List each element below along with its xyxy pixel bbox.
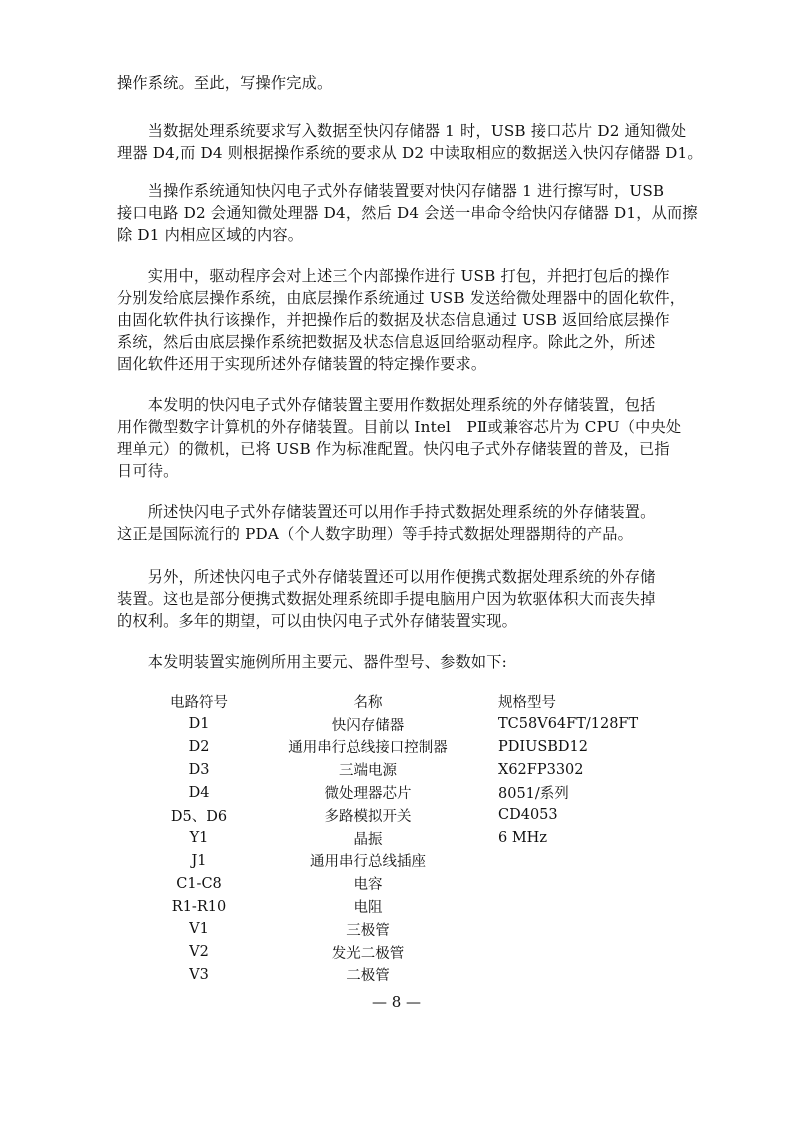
- cell-name: 通用串行总线插座: [310, 854, 426, 871]
- cell-model: 8051/系列: [498, 786, 569, 803]
- table-row: [140, 941, 708, 964]
- table-row: [140, 850, 708, 873]
- paragraph-8: [117, 651, 717, 673]
- text-line: 除 D1 内相应区域的内容。: [117, 226, 304, 244]
- cell-model: [478, 964, 708, 987]
- text-line: 分别发给底层操作系统，由底层操作系统通过 USB 发送给微处理器中的固化软件，: [117, 289, 686, 307]
- table-row: [140, 781, 708, 804]
- paragraph-1: [117, 72, 717, 94]
- table-row: [140, 918, 708, 941]
- paragraph-6: [117, 501, 717, 545]
- cell-model: TC58V64FT/128FT: [498, 716, 639, 733]
- text-line: 本发明装置实施例所用主要元、器件型号、参数如下:: [117, 653, 508, 671]
- parts-table-body: [140, 713, 708, 987]
- cell-model: PDIUSBD12: [498, 738, 588, 755]
- cell-circuit-symbol: J1: [191, 852, 207, 869]
- text-line: 装置。这也是部分便携式数据处理系统即手提电脑用户因为软驱体积大而丧失掉: [117, 590, 656, 608]
- cell-model: [478, 941, 708, 964]
- header-name: 名称: [353, 694, 383, 711]
- text-line: 系统，然后由底层操作系统把数据及状态信息返回给驱动程序。除此之外，所述: [117, 333, 656, 351]
- text-line: 所述快闪电子式外存储装置还可以用作手持式数据处理系统的外存储装置。: [117, 503, 656, 521]
- paragraph-3: [117, 180, 717, 246]
- cell-model: X62FP3302: [498, 761, 584, 778]
- cell-circuit-symbol: D4: [188, 784, 210, 801]
- cell-name: 二极管: [346, 968, 390, 985]
- table-row: [140, 758, 708, 781]
- cell-model: [478, 895, 708, 918]
- text-line: 固化软件还用于实现所述外存储装置的特定操作要求。: [117, 355, 487, 373]
- page-number: — 8 —: [371, 993, 422, 1011]
- table-row: [140, 895, 708, 918]
- cell-circuit-symbol: Y1: [189, 830, 209, 847]
- table-row: [140, 872, 708, 895]
- table-row: [140, 964, 708, 987]
- text-line: 操作系统。至此，写操作完成。: [117, 74, 333, 92]
- cell-circuit-symbol: D2: [188, 738, 210, 755]
- text-line: 实用中，驱动程序会对上述三个内部操作进行 USB 打包，并把打包后的操作: [117, 267, 670, 285]
- cell-circuit-symbol: D3: [188, 761, 210, 778]
- cell-model: [478, 872, 708, 895]
- table-row: [140, 736, 708, 759]
- cell-name: 快闪存储器: [331, 717, 405, 734]
- cell-name: 通用串行总线接口控制器: [288, 740, 448, 757]
- cell-name: 微处理器芯片: [324, 786, 412, 803]
- table-row: [140, 713, 708, 736]
- cell-circuit-symbol: C1-C8: [176, 875, 222, 892]
- paragraph-2: [117, 120, 717, 164]
- paragraph-5: [117, 394, 717, 482]
- cell-circuit-symbol: D5、D6: [170, 808, 228, 825]
- paragraph-7: [117, 566, 717, 632]
- cell-name: 晶振: [353, 831, 383, 848]
- text-line: 本发明的快闪电子式外存储装置主要用作数据处理系统的外存储装置，包括: [117, 396, 656, 414]
- text-line: 理单元）的微机，已将 USB 作为标准配置。快闪电子式外存储装置的普及，已指: [117, 440, 670, 458]
- cell-name: 电容: [353, 877, 383, 894]
- cell-name: 发光二极管: [331, 945, 405, 962]
- table-header-row: [140, 690, 708, 713]
- table-row: [140, 804, 708, 827]
- cell-model: [478, 850, 708, 873]
- cell-model: [478, 918, 708, 941]
- cell-circuit-symbol: V3: [189, 966, 209, 983]
- text-line: 接口电路 D2 会通知微处理器 D4，然后 D4 会送一串命令给快闪存储器 D1，从而擦: [117, 204, 698, 222]
- header-model: 规格型号: [498, 694, 556, 711]
- paragraph-4: [117, 265, 717, 375]
- text-line: 这正是国际流行的 PDA（个人数字助理）等手持式数据处理器期待的产品。: [117, 525, 634, 543]
- text-line: 由固化软件执行该操作，并把操作后的数据及状态信息通过 USB 返回给底层操作: [117, 311, 670, 329]
- parts-table: [140, 690, 708, 986]
- cell-name: 多路模拟开关: [324, 808, 412, 825]
- cell-circuit-symbol: R1-R10: [171, 898, 227, 915]
- cell-name: 电阻: [353, 900, 383, 917]
- cell-name: 三极管: [346, 922, 390, 939]
- text-line: 另外，所述快闪电子式外存储装置还可以用作便携式数据处理系统的外存储: [117, 568, 656, 586]
- header-circuit-symbol: 电路符号: [170, 694, 228, 711]
- cell-circuit-symbol: V1: [189, 921, 209, 938]
- text-line: 用作微型数字计算机的外存储装置。目前以 Intel PⅡ或兼容芯片为 CPU（中央处: [117, 418, 682, 436]
- cell-circuit-symbol: D1: [188, 716, 210, 733]
- text-line: 当数据处理系统要求写入数据至快闪存储器 1 时，USB 接口芯片 D2 通知微处: [117, 122, 687, 140]
- cell-name: 三端电源: [339, 763, 397, 780]
- cell-model: 6 MHz: [498, 830, 547, 847]
- text-line: 的权利。多年的期望，可以由快闪电子式外存储装置实现。: [117, 612, 518, 630]
- text-line: 当操作系统通知快闪电子式外存储装置要对快闪存储器 1 进行擦写时，USB: [117, 182, 665, 200]
- cell-model: CD4053: [498, 807, 558, 824]
- text-line: 日可待。: [117, 462, 179, 480]
- cell-circuit-symbol: V2: [189, 944, 209, 961]
- table-row: [140, 827, 708, 850]
- text-line: 理器 D4,而 D4 则根据操作系统的要求从 D2 中读取相应的数据送入快闪存储器 D1。: [117, 144, 703, 162]
